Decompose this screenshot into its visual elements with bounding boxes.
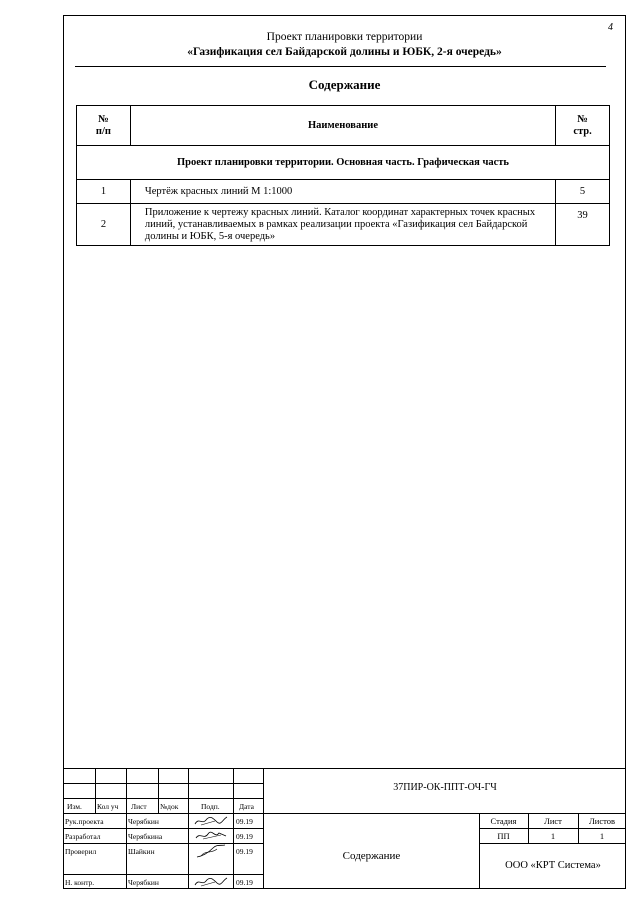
person-name: Черябкина (128, 832, 163, 841)
person-name: Шайкин (128, 847, 155, 856)
toc-header-row (77, 106, 610, 146)
toc-title: Содержание (308, 77, 381, 92)
signature (193, 876, 229, 888)
person-name: Черябкин (128, 878, 159, 887)
toc-section-row (77, 146, 610, 180)
role-label: Рук.проекта (65, 817, 104, 826)
page-number: 4 (608, 22, 613, 33)
row-number: 1 (77, 180, 131, 204)
stamp-line (479, 843, 626, 844)
sheets-value: 1 (599, 831, 605, 841)
sign-date: 09.19 (236, 817, 253, 826)
role-label: Проверил (65, 847, 97, 856)
section-title: Проект планировки территории. Основная часть. Графическая часть (77, 146, 610, 180)
document-header (63, 30, 626, 59)
signature (193, 830, 229, 842)
stamp-line (158, 768, 159, 813)
table-row (77, 180, 610, 204)
stage-value: ПП (497, 831, 510, 841)
table-row (77, 204, 610, 246)
row-name: Приложение к чертежу красных линий. Каталог координат характерных точек красных линий, устанавливаемых в рамках реализации проекта «Газификация сел Байдарской долины и ЮБК, 5-я очередь» (130, 204, 555, 246)
stamp-line (63, 768, 626, 769)
column-header-name: Наименование (130, 106, 555, 146)
row-page: 39 (556, 204, 610, 246)
organization-name: ООО «КРТ Система» (505, 860, 601, 871)
stage-label: Стадия (490, 816, 517, 826)
col-label-izm: Изм. (67, 802, 82, 811)
sign-date: 09.19 (236, 878, 253, 887)
col-label-kol-uch: Кол уч (97, 802, 119, 811)
row-number: 2 (77, 204, 131, 246)
col-label-data: Дата (239, 802, 254, 811)
document-name: Содержание (342, 850, 401, 862)
column-header-num: № п/п (77, 106, 131, 146)
sheets-label: Листов (589, 816, 615, 826)
role-label: Н. контр. (65, 878, 95, 887)
column-header-page: № стр. (556, 106, 610, 146)
row-page: 5 (556, 180, 610, 204)
sheet-value: 1 (550, 831, 556, 841)
stamp-line (479, 828, 626, 829)
row-name: Чертёж красных линий М 1:1000 (130, 180, 555, 204)
person-name: Черябкин (128, 817, 159, 826)
header-divider (75, 66, 606, 67)
stamp-line (233, 768, 234, 889)
sheet-label: Лист (544, 816, 562, 826)
document-code: 37ПИР-ОК-ППТ-ОЧ-ГЧ (393, 782, 497, 793)
stamp-line (63, 813, 626, 814)
toc-table (76, 105, 610, 246)
col-label-ndok: №док (160, 802, 179, 811)
stamp-line (126, 768, 127, 889)
sign-date: 09.19 (236, 832, 253, 841)
header-line-2: «Газификация сел Байдарской долины и ЮБК, 2-я очередь» (187, 46, 502, 58)
stamp-line (95, 768, 96, 813)
sign-date: 09.19 (236, 847, 253, 856)
col-label-list: Лист (131, 802, 147, 811)
stamp-line (188, 768, 189, 889)
role-label: Разработал (65, 832, 101, 841)
signature (193, 815, 229, 827)
col-label-podp: Подп. (201, 802, 220, 811)
title-block (63, 768, 626, 889)
signature (195, 844, 229, 860)
header-line-1: Проект планировки территории (266, 31, 423, 43)
